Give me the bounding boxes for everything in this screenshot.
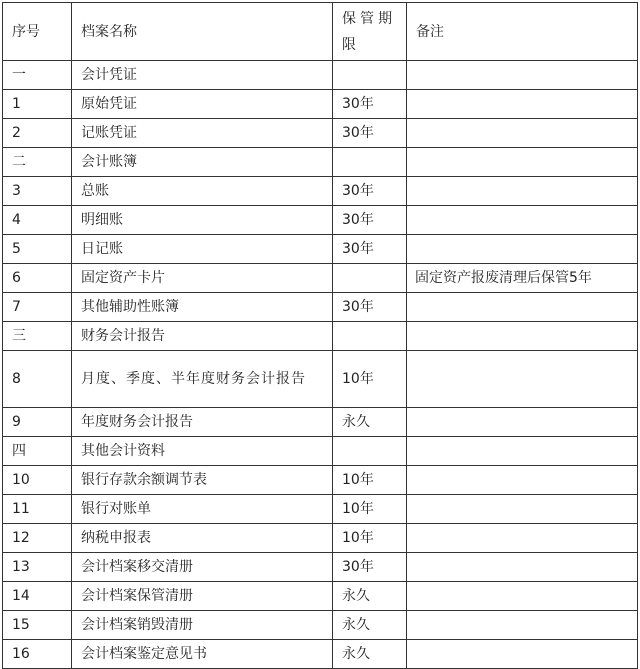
row-name-cell: 纳税申报表 <box>72 524 333 553</box>
row-name-cell: 日记账 <box>72 235 333 264</box>
table-header-row <box>3 3 638 61</box>
row-period-cell: 30年 <box>333 90 407 119</box>
table-row <box>3 495 638 524</box>
table-row <box>3 177 638 206</box>
row-note-cell: 固定资产报废清理后保管5年 <box>407 264 638 293</box>
table-row <box>3 611 638 640</box>
row-note-cell <box>407 351 638 408</box>
row-index-cell: 四 <box>3 437 72 466</box>
row-period-cell: 30年 <box>333 206 407 235</box>
row-index-cell: 8 <box>3 351 72 408</box>
table-row <box>3 408 638 437</box>
table-row <box>3 206 638 235</box>
row-period-cell: 永久 <box>333 408 407 437</box>
row-name-cell: 财务会计报告 <box>72 322 333 351</box>
row-name-cell: 银行对账单 <box>72 495 333 524</box>
row-name-cell: 记账凭证 <box>72 119 333 148</box>
row-name-cell: 会计账簿 <box>72 148 333 177</box>
row-index-cell: 14 <box>3 582 72 611</box>
header-note: 备注 <box>407 3 638 61</box>
row-period-cell <box>333 437 407 466</box>
row-period-cell <box>333 264 407 293</box>
row-index-cell: 三 <box>3 322 72 351</box>
table-row <box>3 582 638 611</box>
table-row <box>3 293 638 322</box>
row-name-cell: 会计档案保管清册 <box>72 582 333 611</box>
row-note-cell <box>407 582 638 611</box>
table-row <box>3 640 638 669</box>
row-index-cell: 一 <box>3 61 72 90</box>
row-index-cell: 二 <box>3 148 72 177</box>
row-period-cell <box>333 61 407 90</box>
row-index-cell: 10 <box>3 466 72 495</box>
table-row <box>3 61 638 90</box>
header-index: 序号 <box>3 3 72 61</box>
row-name-cell: 总账 <box>72 177 333 206</box>
header-period: 保管期限 <box>333 3 407 61</box>
header-name: 档案名称 <box>72 3 333 61</box>
row-index-cell: 2 <box>3 119 72 148</box>
row-index-cell: 4 <box>3 206 72 235</box>
row-note-cell <box>407 408 638 437</box>
row-period-cell: 30年 <box>333 235 407 264</box>
row-period-cell: 10年 <box>333 466 407 495</box>
row-period-cell: 永久 <box>333 611 407 640</box>
row-period-cell <box>333 148 407 177</box>
row-period-cell <box>333 322 407 351</box>
row-note-cell <box>407 206 638 235</box>
table-row <box>3 322 638 351</box>
row-note-cell <box>407 495 638 524</box>
row-name-cell: 其他会计资料 <box>72 437 333 466</box>
table-row <box>3 466 638 495</box>
table-row <box>3 235 638 264</box>
row-note-cell <box>407 322 638 351</box>
row-period-cell: 永久 <box>333 582 407 611</box>
row-name-cell: 原始凭证 <box>72 90 333 119</box>
row-name-cell: 年度财务会计报告 <box>72 408 333 437</box>
row-name-cell: 月度、季度、半年度财务会计报告 <box>72 351 333 408</box>
row-note-cell <box>407 611 638 640</box>
row-index-cell: 7 <box>3 293 72 322</box>
row-name-cell: 会计档案鉴定意见书 <box>72 640 333 669</box>
row-index-cell: 9 <box>3 408 72 437</box>
row-note-cell <box>407 553 638 582</box>
row-period-cell: 30年 <box>333 119 407 148</box>
row-index-cell: 16 <box>3 640 72 669</box>
row-note-cell <box>407 437 638 466</box>
row-name-cell: 明细账 <box>72 206 333 235</box>
row-name-cell: 其他辅助性账簿 <box>72 293 333 322</box>
row-index-cell: 13 <box>3 553 72 582</box>
row-period-cell: 10年 <box>333 351 407 408</box>
table-row <box>3 553 638 582</box>
row-note-cell <box>407 177 638 206</box>
row-name-cell: 会计档案销毁清册 <box>72 611 333 640</box>
row-index-cell: 11 <box>3 495 72 524</box>
row-note-cell <box>407 640 638 669</box>
row-period-cell: 10年 <box>333 495 407 524</box>
row-name-cell: 固定资产卡片 <box>72 264 333 293</box>
archive-retention-table <box>2 2 638 669</box>
row-index-cell: 15 <box>3 611 72 640</box>
table-row <box>3 148 638 177</box>
row-name-cell: 银行存款余额调节表 <box>72 466 333 495</box>
row-note-cell <box>407 466 638 495</box>
row-name-cell: 会计档案移交清册 <box>72 553 333 582</box>
row-name-cell: 会计凭证 <box>72 61 333 90</box>
row-note-cell <box>407 90 638 119</box>
row-note-cell <box>407 235 638 264</box>
row-period-cell: 永久 <box>333 640 407 669</box>
row-period-cell: 10年 <box>333 524 407 553</box>
row-period-cell: 30年 <box>333 177 407 206</box>
row-note-cell <box>407 148 638 177</box>
row-note-cell <box>407 293 638 322</box>
row-period-cell: 30年 <box>333 553 407 582</box>
table-row <box>3 264 638 293</box>
row-period-cell: 30年 <box>333 293 407 322</box>
row-index-cell: 1 <box>3 90 72 119</box>
row-note-cell <box>407 61 638 90</box>
row-index-cell: 12 <box>3 524 72 553</box>
row-index-cell: 5 <box>3 235 72 264</box>
table-row <box>3 524 638 553</box>
row-note-cell <box>407 524 638 553</box>
table-body <box>3 61 638 669</box>
row-note-cell <box>407 119 638 148</box>
table-row <box>3 351 638 408</box>
table-row <box>3 119 638 148</box>
row-index-cell: 6 <box>3 264 72 293</box>
table-row <box>3 437 638 466</box>
row-index-cell: 3 <box>3 177 72 206</box>
table-row <box>3 90 638 119</box>
